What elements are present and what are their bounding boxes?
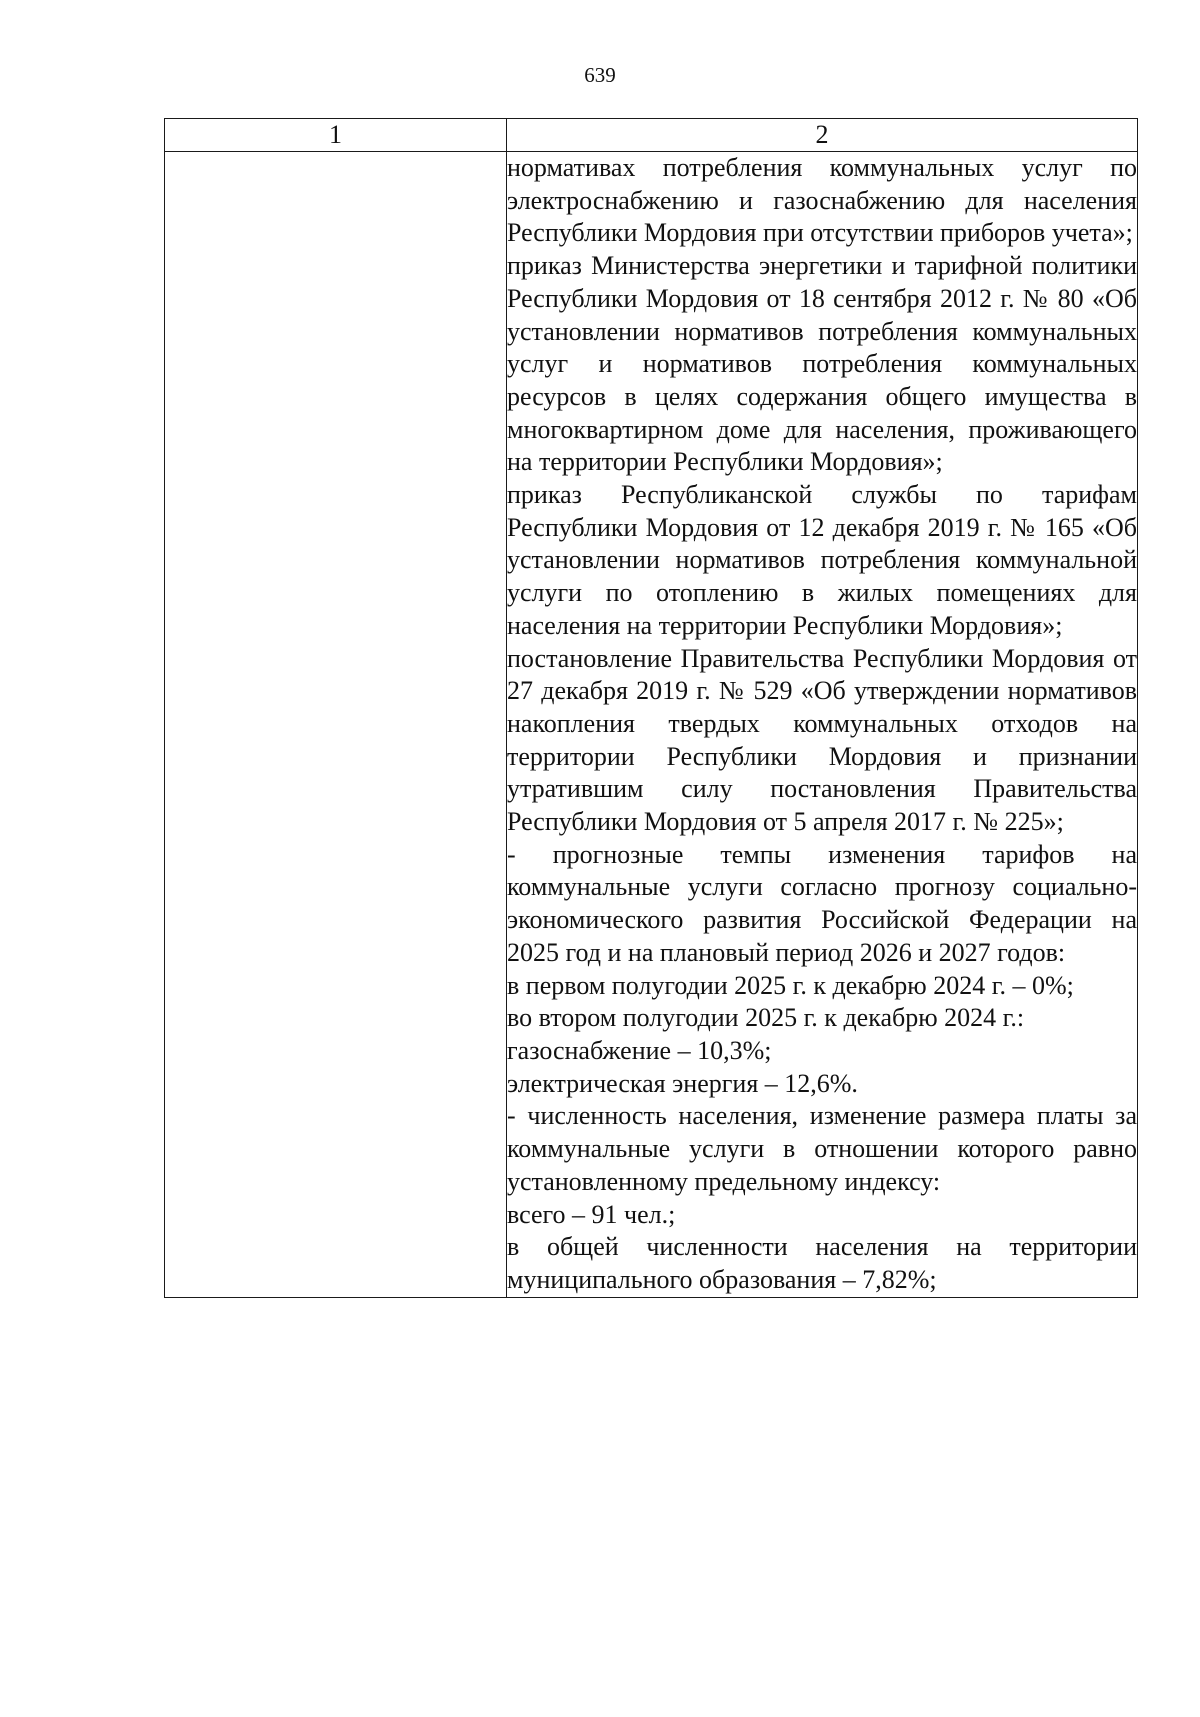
paragraph-population-share: в общей численности населения на территории муниципального образования – 7,82%; bbox=[507, 1232, 1137, 1294]
document-table bbox=[164, 118, 1138, 1298]
table-row bbox=[165, 152, 1138, 1298]
paragraph-forecast-rates: - прогнозные темпы изменения тарифов на коммунальные услуги согласно прогнозу социально-экономического развития Российской Федерации на 2025 год и на плановый период 2026 и 2027 годов: bbox=[507, 839, 1137, 967]
paragraph-order-energy-ministry: приказ Министерства энергетики и тарифной политики Республики Мордовия от 18 сентября 2012 г. № 80 «Об установлении нормативов потребления коммунальных услуг и нормативов потребления коммунальных ресурсов в целях содержания общего имущества в многоквартирном доме для населения, проживающего на территории Республики Мордовия»; bbox=[507, 251, 1137, 477]
column-header-1: 1 bbox=[165, 119, 507, 152]
right-cell bbox=[507, 152, 1138, 1298]
column-header-2: 2 bbox=[507, 119, 1138, 152]
paragraph-total-people: всего – 91 чел.; bbox=[507, 1199, 676, 1229]
paragraph-order-tariff-service: приказ Республиканской службы по тарифам Республики Мордовия от 12 декабря 2019 г. № 165 «Об установлении нормативов потребления коммунальной услуги по отоплению в жилых помещениях для населения на территории Республики Мордовия»; bbox=[507, 480, 1137, 640]
table-header-row bbox=[165, 119, 1138, 152]
paragraph-government-resolution: постановление Правительства Республики Мордовия от 27 декабря 2019 г. № 529 «Об утверждении нормативов накопления твердых коммунальных отходов на территории Республики Мордовия и признании утратившим силу постановления Правительства Республики Мордовия от 5 апреля 2017 г. № 225»; bbox=[507, 643, 1137, 837]
paragraph-electric-energy-rate: электрическая энергия – 12,6%. bbox=[507, 1068, 858, 1098]
paragraph-gas-supply-rate: газоснабжение – 10,3%; bbox=[507, 1035, 772, 1065]
left-cell bbox=[165, 152, 507, 1298]
paragraph-norms-electricity-gas: нормативах потребления коммунальных услуг по электроснабжению и газоснабжению для населения Республики Мордовия при отсутствии приборов учета»; bbox=[507, 153, 1137, 248]
paragraph-first-half-2025: в первом полугодии 2025 г. к декабрю 2024 г. – 0%; bbox=[507, 970, 1074, 1000]
paragraph-second-half-2025: во втором полугодии 2025 г. к декабрю 2024 г.: bbox=[507, 1003, 1025, 1033]
page-number: 639 bbox=[584, 63, 616, 87]
paragraph-population-count: - численность населения, изменение размера платы за коммунальные услуги в отношении которого равно установленному предельному индексу: bbox=[507, 1101, 1137, 1196]
